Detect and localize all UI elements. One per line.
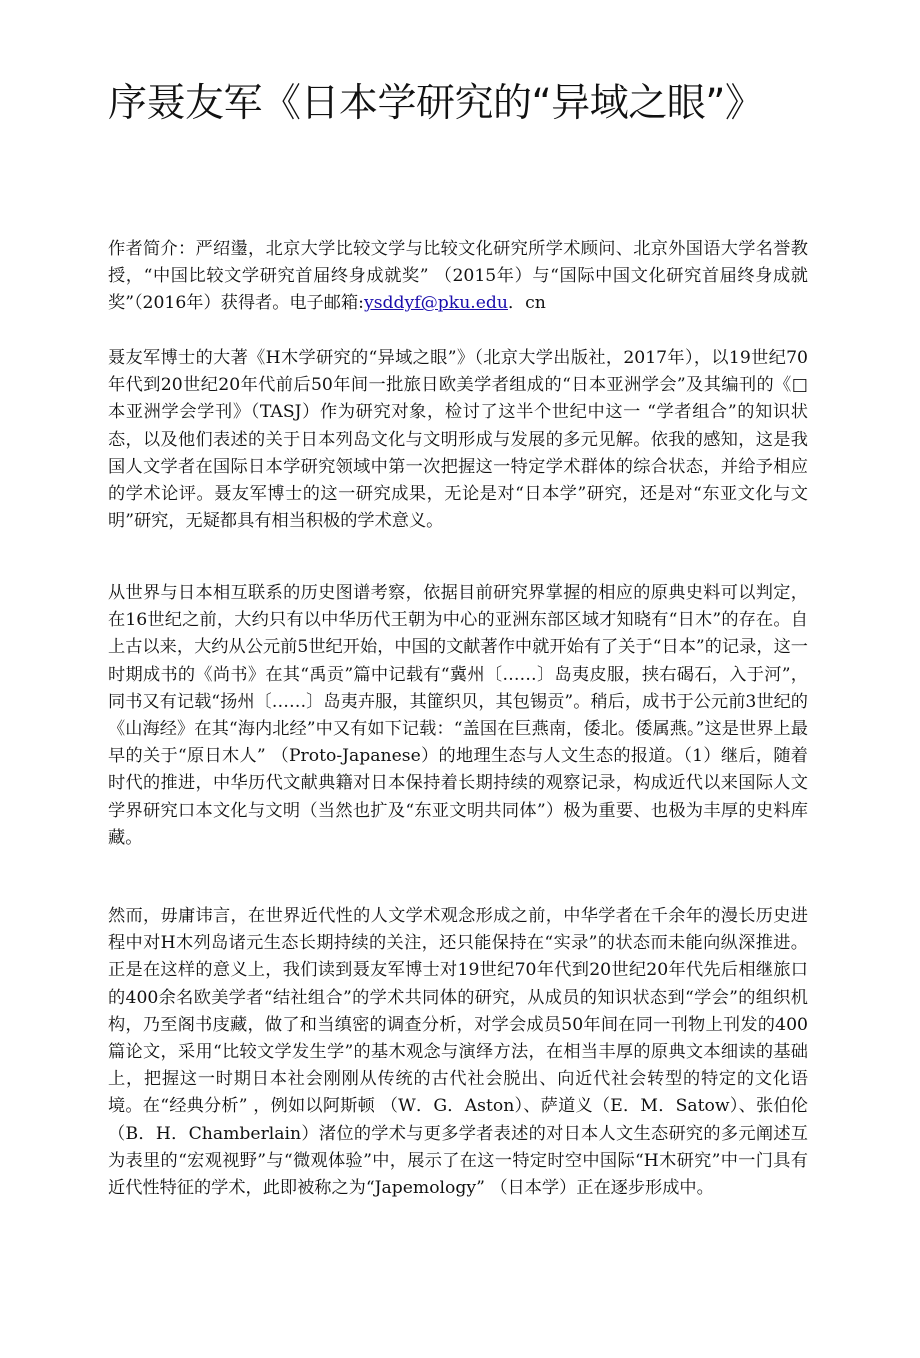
document-title: 序聂友军《日本学研究的“异域之眼”》 — [108, 81, 764, 126]
author-email-suffix: ．cn — [507, 293, 546, 314]
body-paragraph-1: 聂友军博士的大著《H木学研究的“异域之眼”》（北京大学出版社，2017年），以19世纪70年代到20世纪20年代前后50年间一批旅日欧美学者组成的“日本亚洲学会”及其编刊的《□本亚洲学会学刊》（TASJ）作为研究对象，检讨了这半个世纪中这一 “学者组合”的知识状态，以及他们表述的关于日本列岛文化与文明形成与发展的多元见解。依我的感知，这是我国人文学者在国际日本学研究领域中第一次把握这一特定学术群体的综合状态，并给予相应的学术论评。聂友军博士的这一研究成果，无论是对“日本学”研究，还是对“东亚文化与文明”研究，无疑都具有相当积极的学术意义。 — [108, 348, 808, 532]
author-bio-text: 作者简介：严绍璗，北京大学比较文学与比较文化研究所学术顾问、北京外国语大学名誉教授，“中国比较文学研究首届终身成就奖” （2015年）与“国际中国文化研究首届终身成就奖”（2016年）获得者。电子邮箱: — [108, 239, 808, 314]
author-bio — [108, 236, 808, 318]
body-paragraph-3: 然而，毋庸讳言，在世界近代性的人文学术观念形成之前，中华学者在千余年的漫长历史进程中对H木列岛诸元生态长期持续的关注，还只能保持在“实录”的状态而未能向纵深推进。正是在这样的意义上，我们读到聂友军博士对19世纪70年代到20世纪20年代先后相继旅口的400余名欧美学者“结社组合”的学术共同体的研究，从成员的知识状态到“学会”的组织机构，乃至阁书庋藏，做了和当缜密的调查分析，对学会成员50年间在同一刊物上刊发的400篇论文，采用“比较文学发生学”的基木观念与演绎方法，在相当丰厚的原典文本细读的基础上，把握这一时期日本社会刚刚从传统的古代社会脱出、向近代社会转型的特定的文化语境。在“经典分析” ，例如以阿斯顿 （W．G．Aston）、萨道义（E．M．Satow）、张伯伦（B．H．Chamberlain）渚位的学术与更多学者表述的对日本人文生态研究的多元阐述互为表里的“宏观视野”与“微观体验”中，展示了在这一特定时空中国际“H木研究”中一门具有近代性特征的学术，此即被称之为“Japemology” （日本学）正在逐步形成中。 — [108, 906, 808, 1199]
author-email-link[interactable]: ysddyf@pku.edu — [363, 293, 508, 314]
body-paragraph-2: 从世界与日本相互联系的历史图谱考察，依据目前研究界掌握的相应的原典史料可以判定，在16世纪之前，大约只有以中华历代王朝为中心的亚洲东部区域才知晓有“日木”的存在。自上古以来，大约从公元前5世纪开始，中国的文献著作中就开始有了关于“日本”的记录，这一时期成书的《尚书》在其“禹贡”篇中记载有“冀州〔……〕岛夷皮服，挟右碣石，入于河”，同书又有记载“扬州〔……〕岛夷卉服，其篚织贝，其包锡贡”。稍后，成书于公元前3世纪的《山海经》在其“海内北经”中又有如下记载：“盖国在巨燕南，倭北。倭属燕。”这是世界上最早的关于“原日木人” （Proto-Japanese）的地理生态与人文生态的报道。（1）继后，随着时代的推进，中华历代文献典籍对日本保持着长期持续的观察记录，构成近代以来国际人文学界研究口本文化与文明（当然也扩及“东亚文明共同体”）极为重要、也极为丰厚的史料库藏。 — [108, 583, 808, 848]
